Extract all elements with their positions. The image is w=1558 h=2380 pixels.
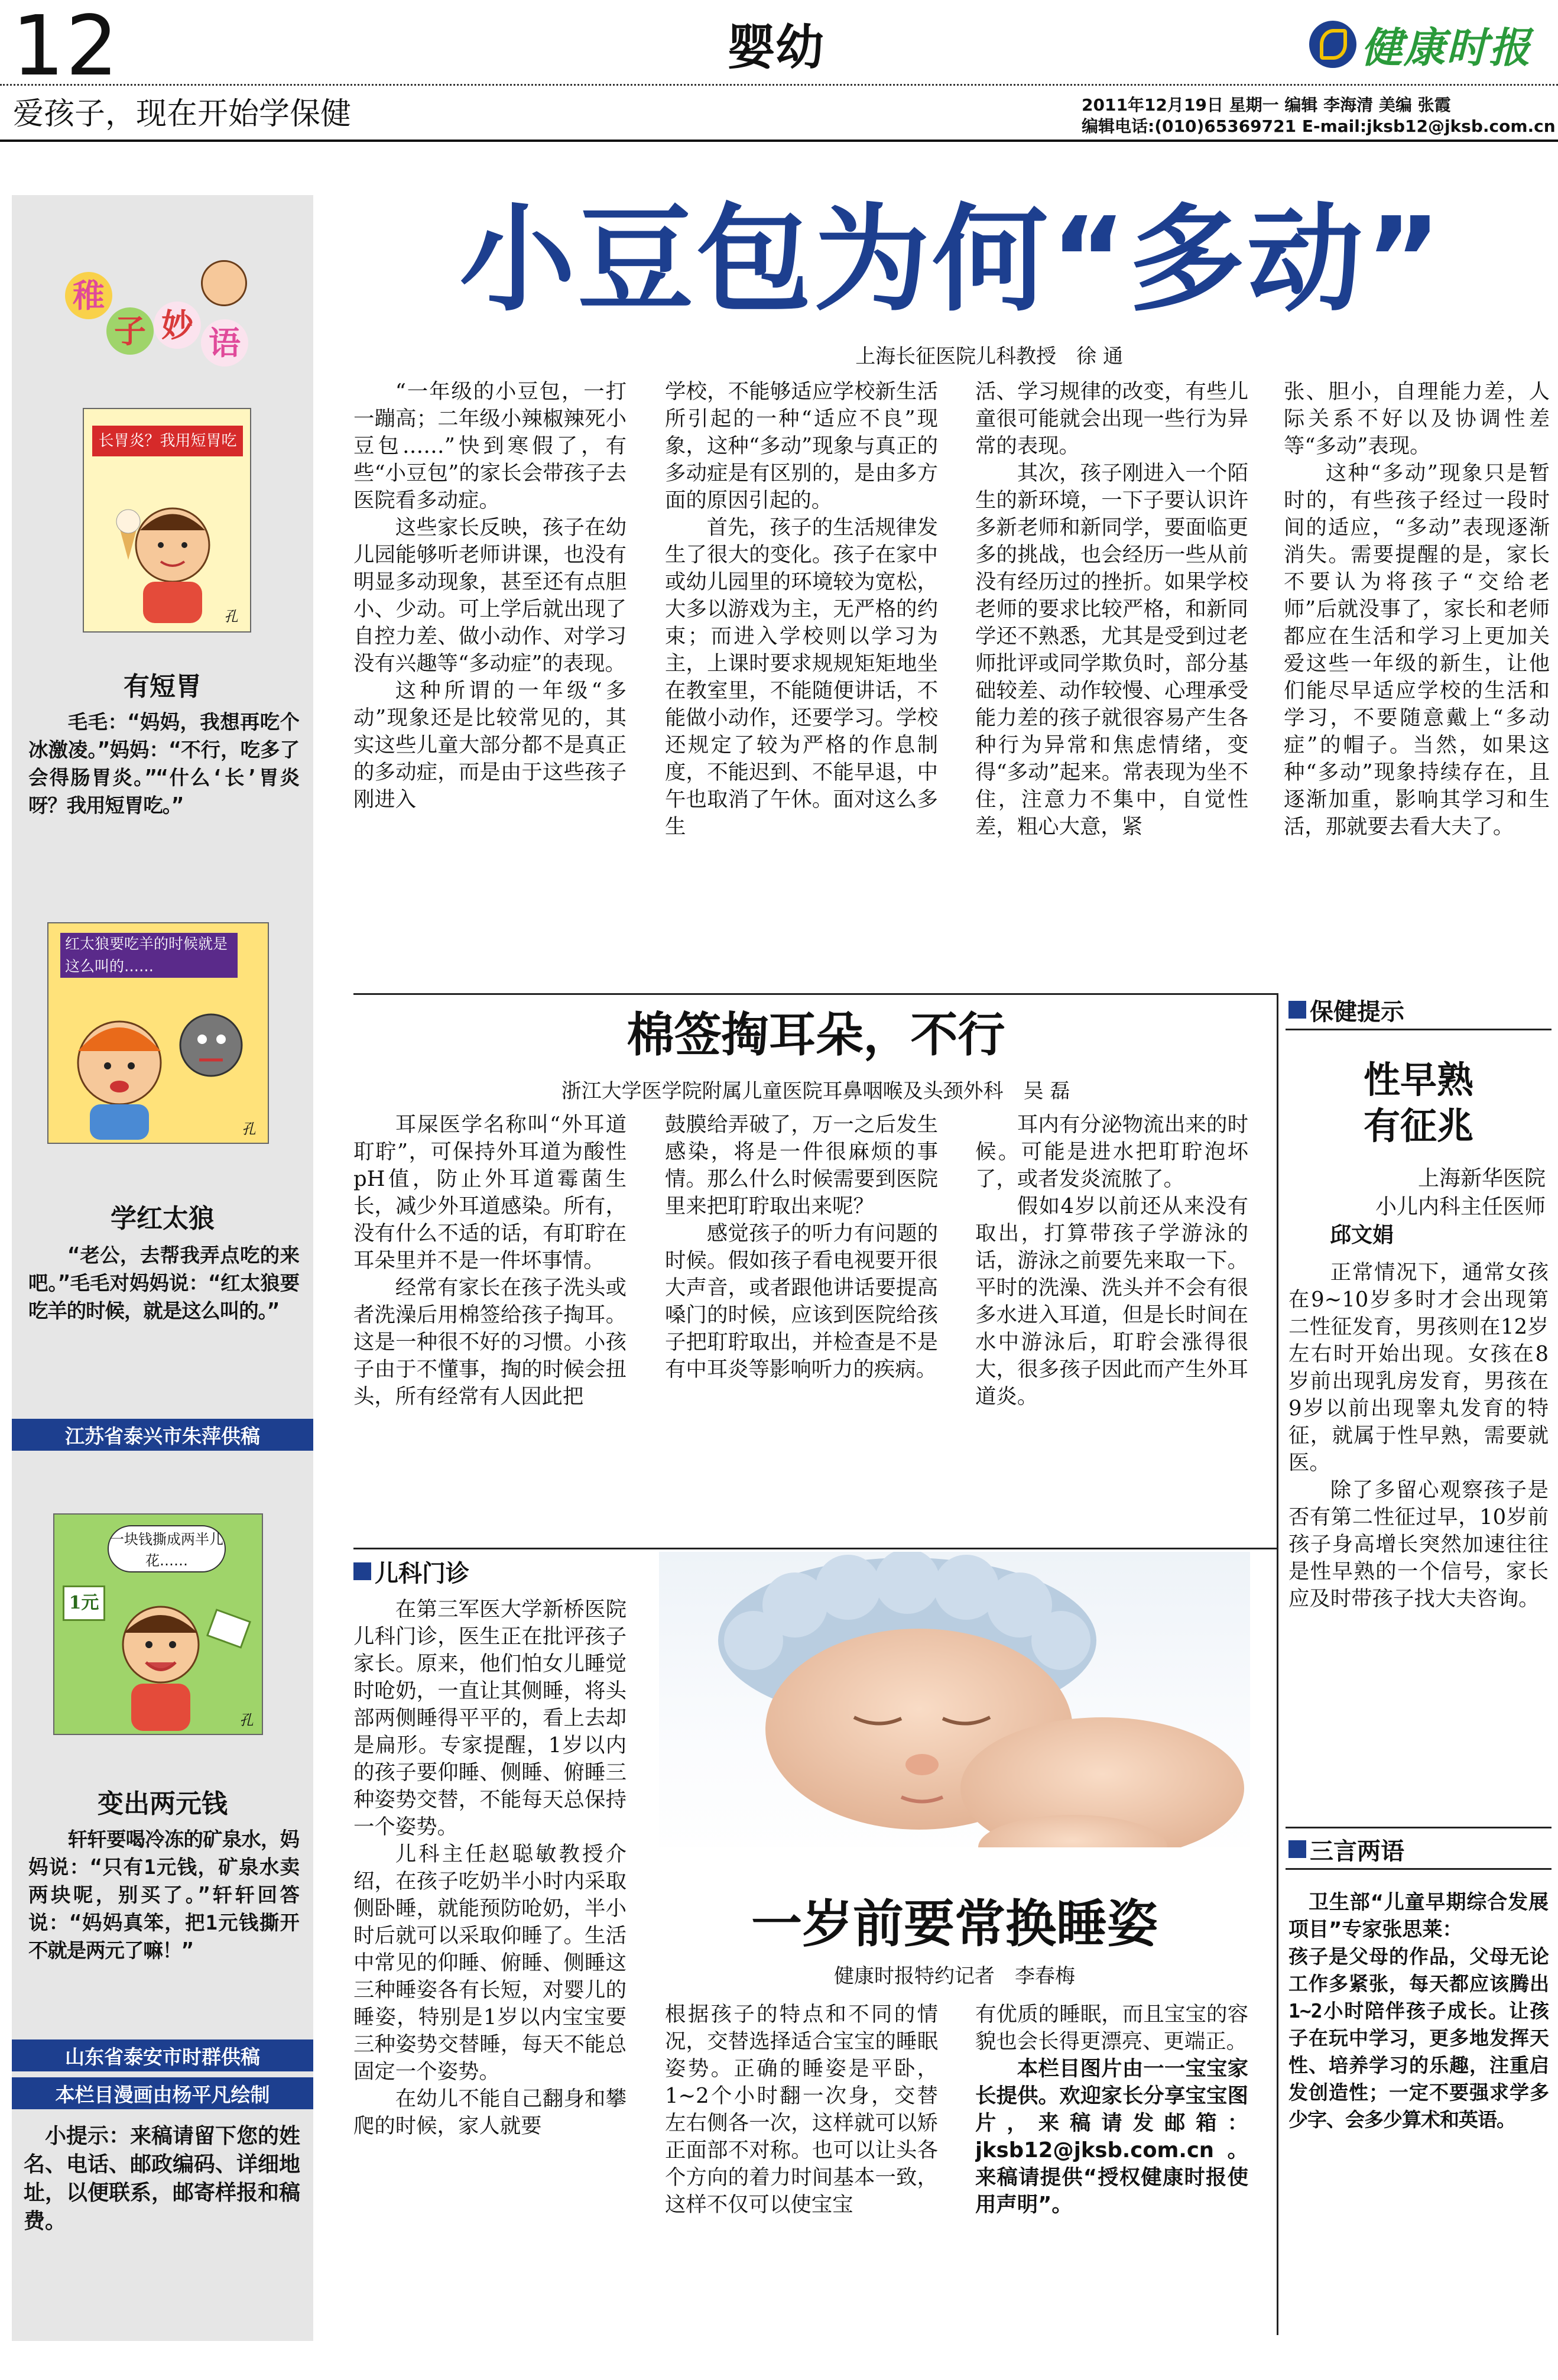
- article1-col4: 张、胆小，自理能力差，人际关系不好以及协调性差等“多动”表现。 这种“多动”现象只是暂时的，有些孩子经过一段时间的适应，“多动”表现逐渐消失。需要提醒的是，家长不要认为将孩子“交给老师”后就没事了，家长和老师都应在生活和学习上更加关爱这些一年级的新生，让他们能尽早适应学校的生活和学习，不要随意戴上“多动症”的帽子。当然，如果这种“多动”现象持续存在，且逐渐加重，影响其学习和生活，那就要去看大夫了。: [1284, 380, 1550, 839]
- page-number: 12: [12, 0, 120, 95]
- section-square-icon: [1288, 1001, 1306, 1019]
- cartoon-signature: 孔: [242, 1121, 256, 1137]
- column-logo-char-2: 子: [106, 307, 154, 355]
- logo-emblem-icon: [1309, 21, 1356, 68]
- article2-col1: 耳屎医学名称叫“外耳道耵聍”，可保持外耳道为酸性pH值，防止外耳道霉菌生长，减少外耳道感染。所有，没有什么不适的话，有耵聍在耳朵里并不是一件坏事情。 经常有家长在孩子洗头或者洗澡后用棉签给孩子掏耳。这是一种很不好的习惯。小孩子由于不懂事，掏的时候会扭头，所有经常有人因此把: [353, 1113, 627, 1409]
- cartoon-two-yuan: [53, 1513, 263, 1735]
- article1-headline: 小豆包为何“多动”: [459, 193, 1444, 328]
- banknote-icon: 1元: [63, 1585, 105, 1621]
- story-short-stomach: 毛毛：“妈妈，我想再吃个冰激凌。”妈妈：“不行，吃多了会得肠胃炎。”“什么‘长’胃炎呀？我用短胃吃。”: [28, 711, 299, 817]
- health-tips-headline-1: 性早熟: [1363, 1058, 1473, 1101]
- section-pediatrics: [353, 1555, 469, 1588]
- section-label: 保健提示: [1310, 998, 1404, 1026]
- article3-col3: 有优质的睡眠，而且宝宝的容貌也会长得更漂亮、更端正。 本栏目图片由一一宝宝家长提供。欢迎家长分享宝宝图片，来稿请发邮箱：jksb12@jksb.com.cn。来稿请提供“授权健康时报使用声明”。: [975, 2001, 1248, 2338]
- story-title-short-stomach: 有短胃: [124, 672, 202, 702]
- section-square-icon: [353, 1562, 371, 1580]
- article2-col2: 鼓膜给弄破了，万一之后发生感染，将是一件很麻烦的事情。那么什么时候需要到医院里来把耵聍取出来呢？ 感觉孩子的听力有问题的时候。假如孩子看电视要开很大声音，或者跟他讲话要提高嗓门的时候，应该到医院给孩子把耵聍取出，并检查是不是有中耳炎等影响听力的疾病。: [665, 1113, 938, 1382]
- health-tips-body: 正常情况下，通常女孩在9~10岁多时才会出现第二性征发育，男孩则在12岁左右时开始出现。女孩在8岁前出现乳房发育，男孩在9岁以前出现睾丸发育的特征，就属于性早熟，需要就医。 除了多留心观察孩子是否有第二性征过早，10岁前孩子身高增长突然加速往往是性早熟的一个信号，家长应及时带孩子找大夫咨询。: [1288, 1260, 1549, 1611]
- divider-article2-top: [353, 993, 1278, 995]
- header-divider-bottom: [0, 140, 1558, 142]
- health-tips-author-name: 邱文娟: [1330, 1223, 1394, 1247]
- credit-bar-2: 山东省泰安市时群供稿: [12, 2039, 313, 2071]
- article2-col3: 耳内有分泌物流出来的时候。可能是进水把耵聍泡坏了，或者发炎流脓了。 假如4岁以前还从来没有取出，打算带孩子学游泳的话，游泳之前要先来取一下。平时的洗澡、洗头并不会有很多水进入耳道，但是长时间在水中游泳后，耵聍会涨得很大，很多孩子因此而产生外耳道炎。: [975, 1113, 1248, 1409]
- brief-words-text: 孩子是父母的作品，父母无论工作多紧张，每天都应该腾出1~2小时陪伴孩子成长。让孩子在玩中学习，更多地发挥天性、培养学习的乐趣，注重启发创造性；一定不要强求学多少字、会多少算术和英语。: [1288, 1945, 1549, 2131]
- boy-tearing-money-illustration: [54, 1580, 264, 1733]
- cartoon-caption: 红太狼要吃羊的时候就是这么叫的……: [60, 933, 238, 978]
- header-divider-top: [0, 84, 1558, 90]
- logo: [1309, 18, 1551, 71]
- sleeping-baby-illustration: [659, 1552, 1250, 1889]
- credit-bar-3: 本栏目漫画由杨平凡绘制: [12, 2077, 313, 2109]
- article3-headline: 一岁前要常换睡姿: [751, 1894, 1158, 1954]
- cartoon-short-stomach: [83, 408, 251, 633]
- cartoon-caption: 长胃炎？我用短胃吃: [92, 426, 243, 456]
- cartoon-caption: 一块钱撕成两半儿花……: [108, 1525, 226, 1572]
- contact-line: 编辑电话:(010)65369721 E-mail:jksb12@jksb.com.cn: [1082, 116, 1556, 136]
- article1-col3: 活、学习规律的改变，有些儿童很可能就会出现一些行为异常的表现。 其次，孩子刚进入一个陌生的新环境，一下子要认识许多新老师和新同学，要面临更多的挑战，也会经历一些从前没有经历过的挫折。如果学校老师的要求比较严格，和新同学还不熟悉，尤其是受到过老师批评或同学欺负时，部分基础较差、动作较慢、心理承受能力差的孩子就很容易产生各种行为异常和焦虑情绪，变得“多动”起来。常表现为坐不住，注意力不集中，自觉性差，粗心大意，紧: [975, 380, 1248, 839]
- story-red-wolf: “老公，去帮我弄点吃的来吧。”毛毛对妈妈说：“红太狼要吃羊的时候，就是这么叫的。”: [28, 1244, 299, 1322]
- article1-col1: “一年级的小豆包，一打一蹦高；二年级小辣椒辣死小豆包……”快到寒假了，有些“小豆包”的家长会带孩子去医院看多动症。 这些家长反映，孩子在幼儿园能够听老师讲课，也没有明显多动现象，甚至还有点胆小、少动。可上学后就出现了自控力差、做小动作、对学习没有兴趣等“多动症”的表现。 这种所谓的一年级“多动”现象还是比较常见的，其实这些儿童大部分都不是真正的多动症，而是由于这些孩子刚进入: [353, 380, 627, 812]
- logo-text: 健康时报: [1361, 23, 1531, 72]
- credit-bar-1: 江苏省泰兴市朱萍供稿: [12, 1419, 313, 1451]
- column-logo-char-1: 稚: [65, 272, 112, 319]
- brief-words-intro: 卫生部“儿童早期综合发展项目”专家张思莱：: [1288, 1891, 1549, 1941]
- article1-col2: 学校，不能够适应学校新生活所引起的一种“适应不良”现象，这种“多动”现象与真正的多动症是有区别的，是由多方面的原因引起的。 首先，孩子的生活规律发生了很大的变化。孩子在家中或幼儿园里的环境较为宽松，大多以游戏为主，无严格的约束；而进入学校则以学习为主，上课时要求规规矩矩地坐在教室里，不能随便讲话，不能做小动作，还要学习。学校还规定了较为严格的作息制度，不能迟到、不能早退，中午也取消了午休。面对这么多生: [665, 380, 938, 839]
- divider-right-column: [1277, 993, 1278, 2335]
- divider-brief-words-2: [1286, 1868, 1551, 1870]
- cartoon-signature: 孔: [224, 608, 238, 625]
- section-square-icon: [1288, 1840, 1306, 1858]
- date-line: 2011年12月19日 星期一 编辑 李海清 美编 张霞: [1082, 95, 1451, 115]
- story-title-red-wolf: 学红太狼: [111, 1204, 215, 1234]
- column-logo-char-4: 语: [201, 319, 248, 367]
- health-tips-author-1: 上海新华医院: [1417, 1166, 1546, 1191]
- submission-tip: 小提示：来稿请留下您的姓名、电话、邮政编码、详细地址，以便联系，邮寄样报和稿费。: [24, 2124, 301, 2233]
- cartoon-red-wolf: [47, 922, 269, 1144]
- article3-col2: 根据孩子的特点和不同的情况，交替选择适合宝宝的睡眠姿势。正确的睡姿是平卧，1~2个小时翻一次身，交替左右侧各一次，这样就可以矫正面部不对称。也可以让头各个方向的着力时间基本一致，这样不仅可以使宝宝: [665, 2002, 938, 2217]
- article3-col1: 在第三军医大学新桥医院儿科门诊，医生正在批评孩子家长。原来，他们怕女儿睡觉时呛奶，一直让其侧睡，将头部两侧睡得平平的，看上去却是扁形。专家提醒，1岁以内的孩子要仰睡、侧睡、俯睡三种姿势交替，不能每天总保持一个姿势。 儿科主任赵聪敏教授介绍，在孩子吃奶半小时内采取侧卧睡，就能预防呛奶，半小时后就可以采取仰睡了。生活中常见的仰睡、俯睡、侧睡这三种睡姿各有长短，对婴儿的睡姿，特别是1岁以内宝宝要三种姿势交替睡，每天不能总固定一个姿势。 在幼儿不能自己翻身和攀爬的时候，家人就要: [353, 1597, 627, 2138]
- brief-words-body: [1288, 1889, 1549, 2338]
- cartoon-signature: 孔: [239, 1712, 254, 1729]
- divider-article3-top: [353, 1548, 1278, 1549]
- slogan: 爱孩子，现在开始学保健: [13, 96, 352, 132]
- column-logo-char-3: 妙: [154, 301, 201, 349]
- section-label: 儿科门诊: [375, 1559, 469, 1587]
- section-label: 三言两语: [1310, 1837, 1404, 1865]
- mom-and-wolf-illustration: [48, 980, 270, 1140]
- article3-byline: 健康时报特约记者 李春梅: [834, 1964, 1075, 1988]
- article2-headline: 棉签掏耳朵，不行: [627, 1007, 1005, 1062]
- article2-byline: 浙江大学医学院附属儿童医院耳鼻咽喉及头颈外科 吴 磊: [561, 1079, 1070, 1103]
- story-two-yuan: 轩轩要喝冷冻的矿泉水，妈妈说：“只有1元钱，矿泉水卖两块呢，别买了。”轩轩回答说：“妈妈真笨，把1元钱撕开不就是两元了嘛！”: [28, 1828, 299, 1962]
- article1-byline: 上海长征医院儿科教授 徐 通: [855, 345, 1123, 368]
- section-title: 婴幼: [727, 19, 825, 76]
- story-title-two-yuan: 变出两元钱: [98, 1789, 228, 1819]
- health-tips-author-2: 小儿内科主任医师: [1375, 1195, 1546, 1219]
- section-brief-words: [1288, 1833, 1404, 1866]
- column-logo: [59, 260, 260, 378]
- health-tips-headline-2: 有征兆: [1363, 1104, 1473, 1147]
- kid-face-icon: [201, 260, 247, 306]
- section-health-tips: [1288, 993, 1404, 1026]
- baby-photo: [659, 1552, 1250, 1889]
- photo-notice: 本栏目图片由一一宝宝家长提供。欢迎家长分享宝宝图片，来稿请发邮箱：jksb12@jksb.com.cn。来稿请提供“授权健康时报使用声明”。: [975, 2057, 1248, 2217]
- divider-health-tips: [1286, 1029, 1551, 1030]
- divider-brief-words: [1286, 1827, 1551, 1828]
